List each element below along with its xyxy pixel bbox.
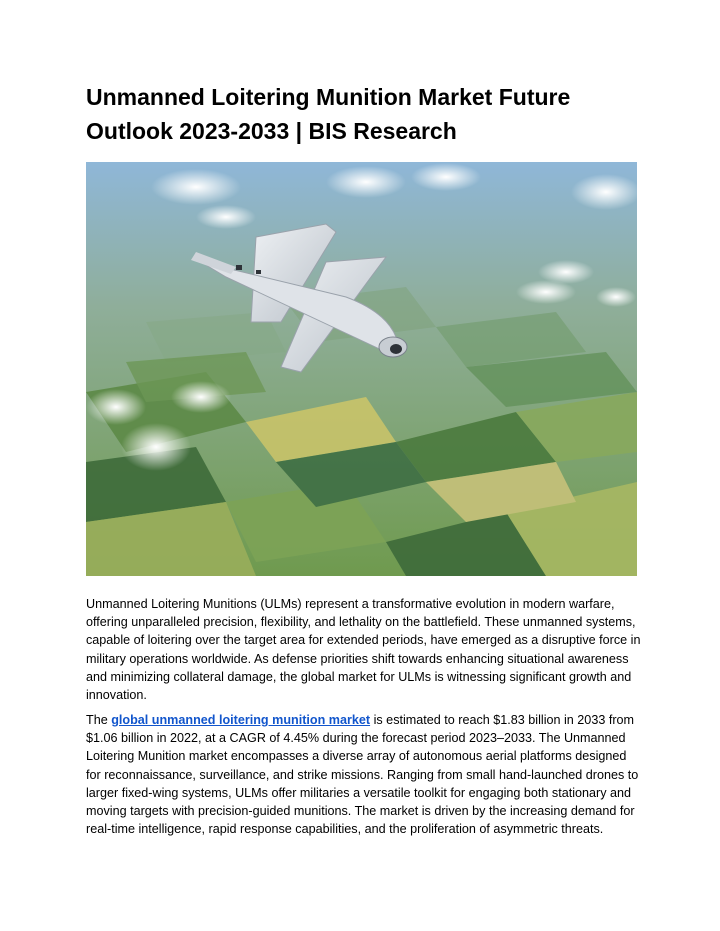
page-title: Unmanned Loitering Munition Market Future Outlook 2023-2033 | BIS Research (86, 84, 571, 144)
market-paragraph (86, 711, 641, 838)
hero-image (86, 162, 637, 576)
market-paragraph-body: is estimated to reach $1.83 billion in 2033 from $1.06 billion in 2022, at a CAGR of 4.45% during the forecast period 2023–2033. The Unmanned Loitering Munition market encompasses a diverse array of autonomous aerial platforms designed for reconnaissance, surveillance, and strike missions. Ranging from small hand-launched drones to larger fixed-wing systems, ULMs offer militaries a versatile toolkit for engaging both stationary and moving targets with precision-guided munitions. The market is driven by the increasing demand for real-time intelligence, rapid response capabilities, and the proliferation of asymmetric threats. (86, 713, 639, 837)
market-paragraph-lead: The (86, 713, 112, 727)
market-report-link[interactable]: global unmanned loitering munition market (111, 713, 371, 727)
intro-paragraph: Unmanned Loitering Munitions (ULMs) represent a transformative evolution in modern warfare, offering unparalleled precision, flexibility, and lethality on the battlefield. These unmanned systems, capable of loitering over the target area for extended periods, have emerged as a disruptive force in military operations worldwide. As defense priorities shift towards enhancing situational awareness and minimizing collateral damage, the global market for ULMs is witnessing significant growth and innovation. (86, 597, 641, 703)
